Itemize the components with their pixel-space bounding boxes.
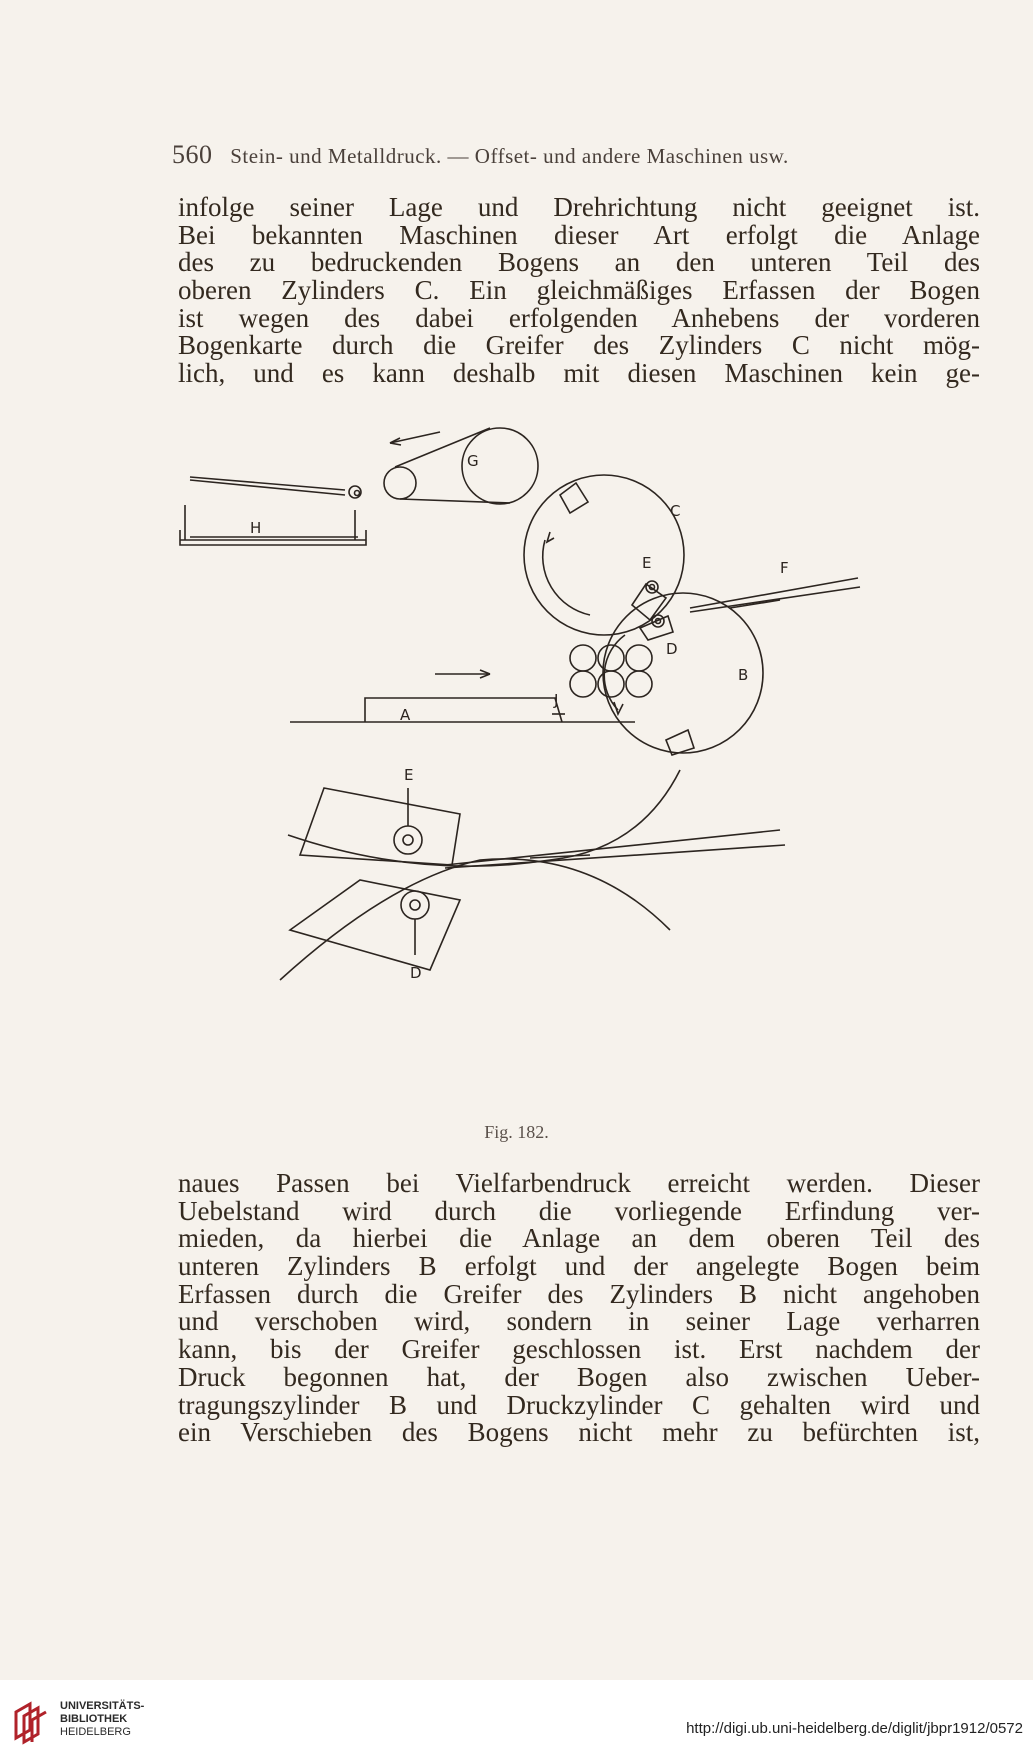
label-c: C <box>670 502 681 520</box>
detail-gripper-e-hub <box>403 835 413 845</box>
text-line: des zu bedruckenden Bogens an den unteren Teil des <box>178 247 980 278</box>
paragraph-2 <box>178 1170 980 1447</box>
cylinder-c-gripper-slot <box>560 483 588 513</box>
detail-cylinder-lower-arc <box>280 859 670 980</box>
gripper-e-housing <box>632 584 666 620</box>
text-line: infolge seiner Lage und Drehrichtung nicht geeignet ist. <box>178 192 980 222</box>
label-f: F <box>780 559 789 577</box>
label-h: H <box>250 519 262 537</box>
text-line: Erfassen durch die Greifer des Zylinders B nicht angehoben <box>178 1278 980 1309</box>
text-line: Uebelstand wird durch die vorliegende Erfindung ver- <box>178 1195 980 1226</box>
feed-board-f-inner <box>730 600 780 608</box>
page-number: 560 <box>172 140 213 169</box>
figure-caption: Fig. 182. <box>484 1122 549 1142</box>
figure-182-diagram <box>170 410 970 1130</box>
feed-board-f-top <box>690 578 858 608</box>
detail-gripper-e-block <box>300 788 460 865</box>
text-line: ein Verschieben des Bogens nicht mehr zu befürchten ist, <box>178 1417 980 1448</box>
belt-lower <box>400 499 510 503</box>
feed-roller-hub <box>355 491 360 496</box>
roller-j-4 <box>598 671 624 697</box>
roller-j-5 <box>626 645 652 671</box>
running-header <box>172 140 932 170</box>
label-b: B <box>738 666 749 684</box>
text-line: naues Passen bei Vielfarbendruck erreicht werden. Dieser <box>178 1168 980 1198</box>
text-line: tragungszylinder B und Druckzylinder C gehalten wird und <box>178 1389 980 1420</box>
roller-j-2 <box>570 671 596 697</box>
bed-a <box>365 698 562 722</box>
text-line: mieden, da hierbei die Anlage an dem oberen Teil des <box>178 1223 980 1254</box>
label-g: G <box>467 452 479 470</box>
belt-pulley-left <box>384 467 416 499</box>
detail-gripper-e <box>394 826 422 854</box>
library-logo-text <box>60 1700 144 1739</box>
label-detail-e: E <box>404 766 414 784</box>
rotation-arrow-b-head <box>614 702 623 714</box>
roller-j-6 <box>626 671 652 697</box>
source-url-link[interactable]: http://digi.ub.uni-heidelberg.de/diglit/jbpr1912/0572 <box>686 1720 1023 1737</box>
detail-cylinder-upper-arc <box>288 770 680 866</box>
label-j: J <box>554 691 559 709</box>
label-detail-d: D <box>410 964 422 982</box>
text-line: lich, und es kann deshalb mit diesen Maschinen kein ge- <box>178 358 980 389</box>
detail-gripper-d-block <box>290 880 460 970</box>
label-e: E <box>642 554 652 572</box>
roller-j-1 <box>570 645 596 671</box>
label-a: A <box>400 706 411 724</box>
logo-line-3: HEIDELBERG <box>60 1726 131 1738</box>
rotation-arrow-c-head <box>547 532 554 542</box>
detail-gripper-d <box>401 891 429 919</box>
text-line: und verschoben wird, sondern in seiner Lage verharren <box>178 1306 980 1337</box>
text-line: kann, bis der Greifer geschlossen ist. Erst nachdem der <box>178 1334 980 1365</box>
footer-bar <box>0 1680 1033 1756</box>
text-line: Bei bekannten Maschinen dieser Art erfolgt die Anlage <box>178 219 980 250</box>
label-d: D <box>666 640 678 658</box>
detail-sheet-top <box>445 830 780 865</box>
cylinder-c <box>524 475 684 635</box>
text-line: oberen Zylinders C. Ein gleichmäßiges Erfassen der Bogen <box>178 275 980 306</box>
rotation-arrow-c <box>543 540 590 615</box>
cylinder-b-gripper-slot <box>666 730 694 755</box>
text-line: Bogenkarte durch die Greifer des Zylinders C nicht mög- <box>178 330 980 361</box>
text-line: Druck begonnen hat, der Bogen also zwischen Ueber- <box>178 1361 980 1392</box>
paragraph-1 <box>178 194 980 388</box>
detail-gripper-d-hub <box>410 900 420 910</box>
arrow-g-shaft <box>390 432 440 443</box>
logo-line-1: UNIVERSITÄTS- <box>60 1700 145 1712</box>
library-logo-icon <box>8 1698 56 1746</box>
text-line: ist wegen des dabei erfolgenden Anhebens der vorderen <box>178 302 980 333</box>
text-line: unteren Zylinders B erfolgt und der angelegte Bogen beim <box>178 1251 980 1282</box>
running-title: Stein- und Metalldruck. — Offset- und andere Maschinen usw. <box>230 144 789 168</box>
logo-line-2: BIBLIOTHEK <box>60 1713 128 1725</box>
detail-sheet-bottom <box>445 845 785 868</box>
